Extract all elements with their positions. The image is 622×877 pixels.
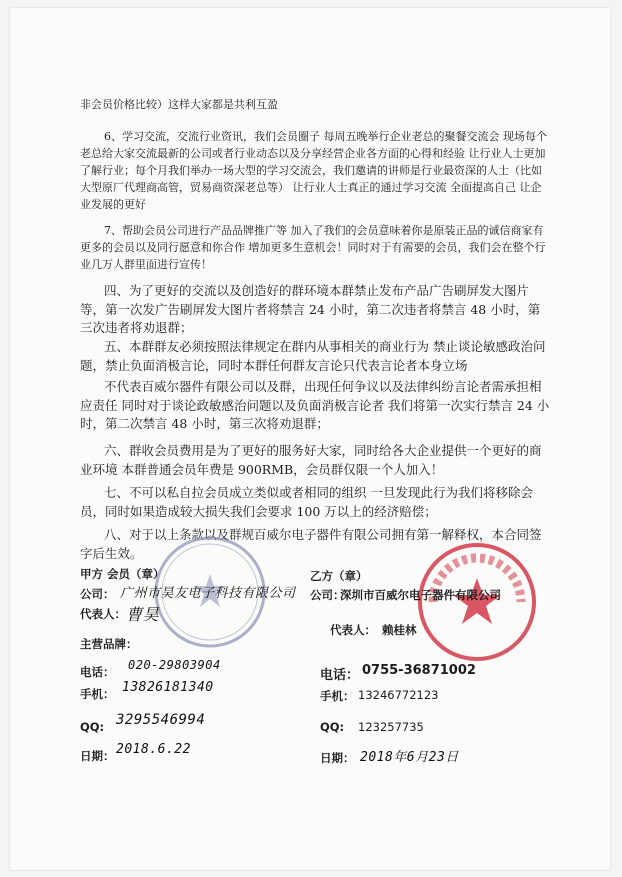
clause-prev-tail: 非会员价格比较）这样大家都是共利互盈 (80, 98, 278, 111)
party-b-phone-label: 电话： (320, 668, 360, 683)
party-b-company-value: 深圳市百威尔电子器件有限公司 (340, 588, 501, 602)
party-b-rep-label: 代表人： (330, 623, 376, 637)
party-a-phone-label: 电话： (80, 665, 115, 679)
section-5a: 五、本群群友必须按照法律规定在群内从事相关的商业行为 禁止谈论敏感政治问题，禁止负面消极言论，同时本群任何群友言论只代表言论者本身立场 (80, 339, 546, 373)
party-b-company-label: 公司： (310, 588, 345, 602)
document-page (10, 8, 610, 870)
party-a-date-label: 日期： (80, 749, 115, 763)
party-b-mobile-value: 13246772123 (358, 688, 439, 702)
party-a-company-handwritten: 广州市昊友电子科技有限公司 (120, 586, 296, 601)
party-a-rep-label: 代表人： (80, 607, 126, 621)
party-a-qq-label: QQ: (80, 720, 105, 734)
party-b-qq-label: QQ: (320, 720, 345, 734)
section-5b: 不代表百威尔器件有限公司以及群，出现任何争议以及法律纠纷言论者需承担相应责任 同时对于谈论政敏感治问题以及负面消极言论者 我们将第一次实行禁言 24 小时，第二次禁言 48 小时，第三次将劝退群； (80, 379, 550, 431)
party-a-mobile-handwritten: 13826181340 (122, 680, 214, 695)
section-8: 八、对于以上条款以及群规百威尔电子器件有限公司拥有第一解释权，本合同签字后生效。 (80, 527, 542, 561)
party-a-rep-handwritten: 曹昊 (126, 605, 160, 624)
party-a-date-handwritten: 2018.6.22 (116, 742, 191, 757)
party-a-heading: 甲方 会员（章） (80, 567, 165, 581)
party-b-qq-value: 123257735 (358, 720, 424, 734)
clause-6: 6、学习交流，交流行业资讯，我们会员圈子 每周五晚举行企业老总的聚餐交流会 现场每个老总给大家交流最新的公司或者行业动态以及分享经营企业各方面的心得和经验 让行业人士更加了解行业；每个月我们举办一场大型的学习交流会，我们邀请的讲师是行业最资深的人士（比如大型原厂代理商高管，贸易商资深老总等） 让行业人士真正的通过学习交流 全面提高自己 让企业发展的更好 (80, 130, 547, 211)
party-b-heading: 乙方（章） (310, 569, 368, 583)
party-a-phone-handwritten: 020-29803904 (128, 658, 221, 672)
party-a-company-label: 公司： (80, 587, 115, 601)
party-b-phone-value: 0755-36871002 (362, 663, 476, 678)
section-4: 四、为了更好的交流以及创造好的群环境本群禁止发布产品广告刷屏发大图片等，第一次发广告刷屏发大图片者将禁言 24 小时，第二次违者将禁言 48 小时，第三次违者将劝退群； (80, 283, 541, 335)
clause-7: 7、帮助会员公司进行产品品牌推广等 加入了我们的会员意味着你是原装正品的诚信商家有更多的会员以及同行愿意和你合作 增加更多生意机会！同时对于有需要的会员，我们会在整个行业几万人群里面进行宣传！ (80, 224, 546, 271)
party-b-date-label: 日期： (320, 751, 355, 765)
party-a-brand-label: 主营品牌： (80, 637, 138, 651)
party-b-rep-value: 赖桂林 (382, 623, 417, 637)
party-a-mobile-label: 手机： (80, 687, 115, 701)
section-7: 七、不可以私自拉会员成立类似或者相同的组织 一旦发现此行为我们将移除会员，同时如果造成较大损失我们会要求 100 万以上的经济赔偿； (80, 485, 533, 519)
party-b-date-handwritten: 2018年6月23日 (360, 750, 459, 765)
party-b-mobile-label: 手机： (320, 689, 355, 703)
party-a-qq-handwritten: 3295546994 (116, 712, 206, 728)
section-6: 六、群收会员费用是为了更好的服务好大家，同时给各大企业提供一个更好的商业环境 本群普通会员年费是 900RMB，会员群仅限一个人加入！ (80, 443, 542, 477)
